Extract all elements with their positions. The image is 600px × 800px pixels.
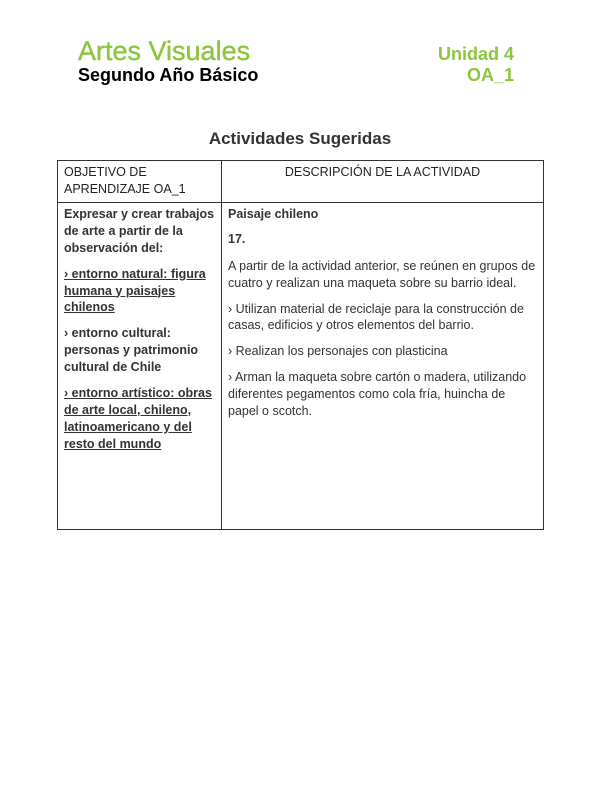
activity-paragraph-3: › Realizan los personajes con plasticina (228, 344, 448, 359)
description-column-header: DESCRIPCIÓN DE LA ACTIVIDAD (222, 161, 544, 203)
objective-intro: Expresar y crear trabajos de arte a partir de la observación del: (64, 207, 215, 255)
activity-paragraph-4: › Arman la maqueta sobre cartón o madera, utilizando diferentes pegamentos como cola fría, huincha de papel o scotch. (228, 370, 527, 418)
activity-number: 17. (228, 231, 246, 246)
activity-table (57, 160, 544, 530)
objective-item-artistic: › entorno artístico: obras de arte local, chileno, latinoamericano y del resto del mundo (64, 385, 212, 451)
activity-paragraph-2: › Utilizan material de reciclaje para la construcción de casas, edificios y otros elementos del barrio. (228, 301, 524, 333)
section-title: Actividades Sugeridas (208, 129, 392, 148)
objective-column-header: OBJETIVO DE APRENDIZAJE OA_1 (58, 161, 222, 203)
title-row (78, 36, 516, 67)
subject-title: Artes Visuales (78, 36, 251, 66)
oa-label: OA_1 (466, 65, 514, 85)
grade-subtitle: Segundo Año Básico (78, 65, 259, 85)
objective-cell (58, 203, 222, 530)
unit-label: Unidad 4 (437, 44, 514, 64)
objective-item-cultural: › entorno cultural: personas y patrimonio cultural de Chile (64, 326, 199, 374)
activity-paragraph-1: A partir de la actividad anterior, se reúnen en grupos de cuatro y realizan una maqueta sobre su barrio ideal. (228, 258, 536, 290)
activity-title: Paisaje chileno (228, 207, 319, 221)
document-header (78, 36, 516, 86)
subtitle-row (78, 65, 516, 86)
description-cell (222, 203, 544, 530)
table-header-row (58, 161, 544, 203)
objective-item-natural: › entorno natural: figura humana y paisajes chilenos (64, 266, 206, 315)
table-row (58, 203, 544, 530)
